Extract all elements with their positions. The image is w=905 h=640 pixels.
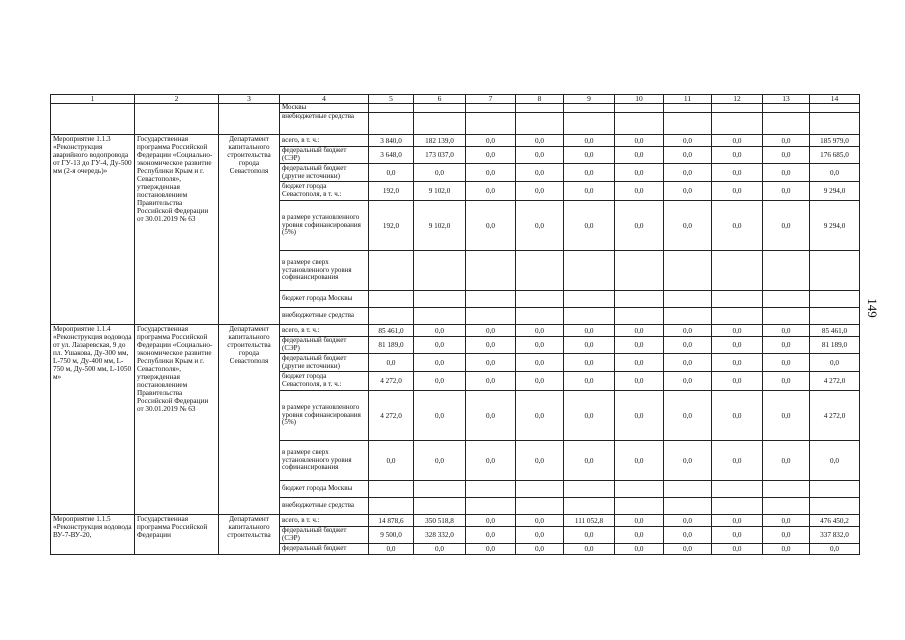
value-cell: 0,0 [466,201,516,251]
value-cell [664,104,712,113]
column-header: 3 [219,95,280,104]
value-cell: 0,0 [763,337,810,354]
value-cell: 9 102,0 [414,201,466,251]
value-cell: 185 979,0 [810,135,860,147]
funding-source: бюджет города Москвы [280,291,369,308]
value-cell: 0,0 [712,515,763,527]
value-cell: 0,0 [664,164,712,182]
value-cell [615,113,664,135]
column-header: 9 [564,95,615,104]
value-cell: 0,0 [810,441,860,481]
table-row [51,104,860,113]
value-cell [763,481,810,498]
value-cell [516,308,564,325]
value-cell [763,291,810,308]
funding-source: всего, в т. ч.: [280,325,369,337]
value-cell [414,498,466,515]
budget-table [50,94,860,555]
value-cell: 0,0 [564,182,615,201]
value-cell: 0,0 [564,354,615,372]
value-cell: 0,0 [763,441,810,481]
value-cell: 0,0 [516,391,564,441]
value-cell [615,291,664,308]
value-cell [369,498,414,515]
value-cell [414,104,466,113]
value-cell: 0,0 [664,135,712,147]
funding-source: в размере сверх установленного уровня софинансирования [280,251,369,291]
value-cell [369,104,414,113]
value-cell: 4 272,0 [369,391,414,441]
column-header: 2 [135,95,219,104]
value-cell [369,251,414,291]
value-cell: 0,0 [516,441,564,481]
value-cell: 0,0 [414,354,466,372]
value-cell: 9 102,0 [414,182,466,201]
value-cell: 337 832,0 [810,527,860,544]
column-header: 11 [664,95,712,104]
value-cell: 0,0 [466,354,516,372]
value-cell: 0,0 [810,164,860,182]
funding-source: бюджет города Севастополя, в т. ч.: [280,372,369,391]
funding-source: в размере установленного уровня софинансирования (5%) [280,201,369,251]
value-cell: 0,0 [564,527,615,544]
value-cell [810,481,860,498]
value-cell: 0,0 [664,337,712,354]
value-cell: 0,0 [466,391,516,441]
value-cell: 0,0 [564,325,615,337]
value-cell: 0,0 [466,441,516,481]
value-cell [664,498,712,515]
value-cell: 0,0 [466,135,516,147]
value-cell: 0,0 [564,164,615,182]
value-cell: 0,0 [466,164,516,182]
value-cell [664,481,712,498]
value-cell: 81 189,0 [369,337,414,354]
value-cell: 0,0 [564,147,615,164]
value-cell: 0,0 [466,182,516,201]
value-cell: 0,0 [664,527,712,544]
value-cell: 0,0 [615,164,664,182]
value-cell: 9 294,0 [810,201,860,251]
value-cell: 0,0 [763,201,810,251]
value-cell: 0,0 [564,391,615,441]
value-cell: 0,0 [414,337,466,354]
value-cell [516,498,564,515]
value-cell: 0,0 [615,544,664,555]
value-cell: 0,0 [664,201,712,251]
funding-source: в размере сверх установленного уровня софинансирования [280,441,369,481]
value-cell [466,498,516,515]
value-cell: 0,0 [810,544,860,555]
value-cell [516,104,564,113]
value-cell: 0,0 [664,441,712,481]
value-cell: 0,0 [369,354,414,372]
value-cell: 0,0 [664,544,712,555]
value-cell [763,113,810,135]
value-cell: 0,0 [712,391,763,441]
value-cell [564,251,615,291]
value-cell: 192,0 [369,182,414,201]
value-cell: 0,0 [414,164,466,182]
value-cell [414,308,466,325]
value-cell: 0,0 [369,164,414,182]
funding-source: внебюджетные средства [280,113,369,135]
program-cell: Государственная программа Российской Федерации [135,515,219,555]
value-cell: 0,0 [516,372,564,391]
value-cell: 0,0 [763,527,810,544]
dept-cell: Департамент капитального строительства города Севастополя [219,325,280,515]
value-cell [466,308,516,325]
value-cell: 0,0 [763,354,810,372]
column-header: 8 [516,95,564,104]
value-cell [763,251,810,291]
value-cell [712,113,763,135]
value-cell: 0,0 [664,515,712,527]
value-cell: 0,0 [810,354,860,372]
value-cell: 0,0 [615,135,664,147]
value-cell: 0,0 [664,182,712,201]
column-header: 4 [280,95,369,104]
funding-source: в размере установленного уровня софинансирования (5%) [280,391,369,441]
funding-source: федеральный бюджет (другие источники) [280,164,369,182]
value-cell: 9 500,0 [369,527,414,544]
value-cell [564,308,615,325]
value-cell: 0,0 [712,201,763,251]
value-cell [516,291,564,308]
value-cell: 0,0 [516,337,564,354]
value-cell [712,498,763,515]
value-cell: 192,0 [369,201,414,251]
value-cell: 0,0 [712,164,763,182]
value-cell [369,481,414,498]
value-cell: 0,0 [615,515,664,527]
value-cell [466,251,516,291]
value-cell [664,291,712,308]
value-cell: 4 272,0 [369,372,414,391]
header-row [51,95,860,104]
value-cell [712,308,763,325]
funding-source: федеральный бюджет [280,544,369,555]
value-cell [564,291,615,308]
value-cell: 0,0 [712,147,763,164]
value-cell: 0,0 [516,147,564,164]
value-cell [414,251,466,291]
value-cell: 0,0 [564,372,615,391]
value-cell [466,104,516,113]
page-number: 149 [864,298,880,318]
value-cell: 0,0 [516,527,564,544]
value-cell: 0,0 [516,354,564,372]
value-cell: 85 461,0 [369,325,414,337]
value-cell: 9 294,0 [810,182,860,201]
value-cell: 0,0 [664,147,712,164]
value-cell: 0,0 [615,147,664,164]
value-cell: 0,0 [763,391,810,441]
value-cell: 0,0 [712,544,763,555]
value-cell: 182 139,0 [414,135,466,147]
funding-source: бюджет города Севастополя, в т. ч.: [280,182,369,201]
value-cell [810,104,860,113]
value-cell: 0,0 [712,337,763,354]
value-cell: 0,0 [763,325,810,337]
value-cell [414,481,466,498]
value-cell: 111 052,8 [564,515,615,527]
value-cell: 0,0 [466,147,516,164]
program-cell [135,104,219,135]
column-header: 1 [51,95,135,104]
value-cell: 0,0 [763,544,810,555]
value-cell [763,104,810,113]
value-cell: 0,0 [763,372,810,391]
value-cell [516,481,564,498]
measure-cell: Мероприятие 1.1.5 «Реконструкция водовода ВУ-7-ВУ-20, [51,515,135,555]
value-cell [615,481,664,498]
value-cell [810,251,860,291]
value-cell: 476 450,2 [810,515,860,527]
value-cell: 0,0 [564,201,615,251]
value-cell [564,113,615,135]
value-cell: 85 461,0 [810,325,860,337]
value-cell [712,291,763,308]
value-cell [615,251,664,291]
value-cell: 0,0 [664,354,712,372]
column-header: 7 [466,95,516,104]
value-cell: 0,0 [763,164,810,182]
value-cell: 350 518,8 [414,515,466,527]
table-row [51,135,860,147]
funding-source: федеральный бюджет (СЭР) [280,147,369,164]
funding-source: федеральный бюджет (другие источники) [280,354,369,372]
value-cell: 0,0 [712,325,763,337]
value-cell: 4 272,0 [810,391,860,441]
value-cell [763,308,810,325]
value-cell: 176 685,0 [810,147,860,164]
value-cell: 0,0 [516,135,564,147]
value-cell: 0,0 [763,147,810,164]
column-header: 14 [810,95,860,104]
measure-cell: Мероприятие 1.1.3 «Реконструкция аварийного водопровода от ГУ-13 до ГУ-4, Ду-500 мм (2-я очередь)» [51,135,135,325]
value-cell [466,291,516,308]
column-header: 10 [615,95,664,104]
value-cell: 0,0 [615,182,664,201]
value-cell [564,498,615,515]
value-cell [664,308,712,325]
value-cell: 0,0 [712,182,763,201]
value-cell: 0,0 [466,372,516,391]
value-cell: 0,0 [466,325,516,337]
value-cell: 0,0 [712,135,763,147]
value-cell: 0,0 [615,527,664,544]
column-header: 5 [369,95,414,104]
value-cell [564,104,615,113]
table-row [51,325,860,337]
value-cell: 0,0 [615,372,664,391]
value-cell: 0,0 [466,337,516,354]
value-cell [564,481,615,498]
table-row [51,515,860,527]
value-cell [516,251,564,291]
funding-source: федеральный бюджет (СЭР) [280,337,369,354]
column-header: 13 [763,95,810,104]
value-cell: 0,0 [466,527,516,544]
value-cell: 0,0 [564,544,615,555]
value-cell [763,498,810,515]
value-cell [466,481,516,498]
value-cell: 0,0 [763,182,810,201]
value-cell: 0,0 [369,441,414,481]
value-cell [369,308,414,325]
value-cell [664,113,712,135]
value-cell: 0,0 [615,201,664,251]
value-cell [712,481,763,498]
value-cell [810,113,860,135]
value-cell: 0,0 [414,325,466,337]
value-cell: 14 878,6 [369,515,414,527]
value-cell: 0,0 [664,372,712,391]
value-cell: 0,0 [615,337,664,354]
value-cell [615,104,664,113]
value-cell: 0,0 [712,441,763,481]
funding-source: внебюджетные средства [280,498,369,515]
value-cell: 0,0 [615,354,664,372]
value-cell [369,113,414,135]
dept-cell: Департамент капитального строительства [219,515,280,555]
value-cell: 0,0 [414,372,466,391]
value-cell: 0,0 [414,391,466,441]
value-cell: 0,0 [712,527,763,544]
value-cell: 0,0 [664,325,712,337]
value-cell: 0,0 [664,391,712,441]
funding-source: бюджет города Москвы [280,481,369,498]
program-cell: Государственная программа Российской Федерации «Социально-экономическое развитие Республики Крым и г. Севастополя», утвержденная постановлением Правительства Российской Федерации от 30.01.2019 № 63 [135,325,219,515]
value-cell: 0,0 [516,182,564,201]
value-cell: 0,0 [516,164,564,182]
value-cell [615,308,664,325]
value-cell: 173 037,0 [414,147,466,164]
value-cell: 3 840,0 [369,135,414,147]
dept-cell: Департамент капитального строительства города Севастополя [219,135,280,325]
value-cell: 0,0 [712,372,763,391]
value-cell: 0,0 [516,201,564,251]
value-cell: 4 272,0 [810,372,860,391]
value-cell: 81 189,0 [810,337,860,354]
value-cell: 0,0 [615,441,664,481]
value-cell [414,113,466,135]
value-cell [712,104,763,113]
value-cell: 0,0 [516,325,564,337]
funding-source: всего, в т. ч.: [280,515,369,527]
value-cell [664,251,712,291]
value-cell [615,498,664,515]
value-cell: 0,0 [466,544,516,555]
dept-cell [219,104,280,135]
value-cell: 0,0 [516,515,564,527]
value-cell: 0,0 [712,354,763,372]
value-cell: 0,0 [564,135,615,147]
value-cell [810,308,860,325]
value-cell [369,291,414,308]
value-cell: 0,0 [615,325,664,337]
value-cell: 3 648,0 [369,147,414,164]
funding-source: федеральный бюджет (СЭР) [280,527,369,544]
value-cell [414,291,466,308]
value-cell: 0,0 [369,544,414,555]
value-cell: 0,0 [414,544,466,555]
value-cell: 0,0 [414,441,466,481]
column-header: 12 [712,95,763,104]
value-cell [516,113,564,135]
value-cell: 0,0 [564,441,615,481]
column-header: 6 [414,95,466,104]
value-cell [712,251,763,291]
value-cell: 0,0 [763,135,810,147]
value-cell: 0,0 [763,515,810,527]
funding-source: всего, в т. ч.: [280,135,369,147]
value-cell [466,113,516,135]
measure-cell: Мероприятие 1.1.4 «Реконструкция водовода от ул. Лазаревская, 9 до пл. Ушакова, Ду-300 мм, L-750 м, Ду-400 мм, L-750 м, Ду-500 мм, L-1050 м» [51,325,135,515]
measure-cell [51,104,135,135]
value-cell: 0,0 [564,337,615,354]
value-cell [810,291,860,308]
value-cell: 0,0 [615,391,664,441]
value-cell: 0,0 [466,515,516,527]
funding-source: Москвы [280,104,369,113]
program-cell: Государственная программа Российской Федерации «Социально-экономическое развитие Республики Крым и г. Севастополя», утвержденная постановлением Правительства Российской Федерации от 30.01.2019 № 63 [135,135,219,325]
value-cell [810,498,860,515]
funding-source: внебюджетные средства [280,308,369,325]
value-cell: 0,0 [516,544,564,555]
value-cell: 328 332,0 [414,527,466,544]
